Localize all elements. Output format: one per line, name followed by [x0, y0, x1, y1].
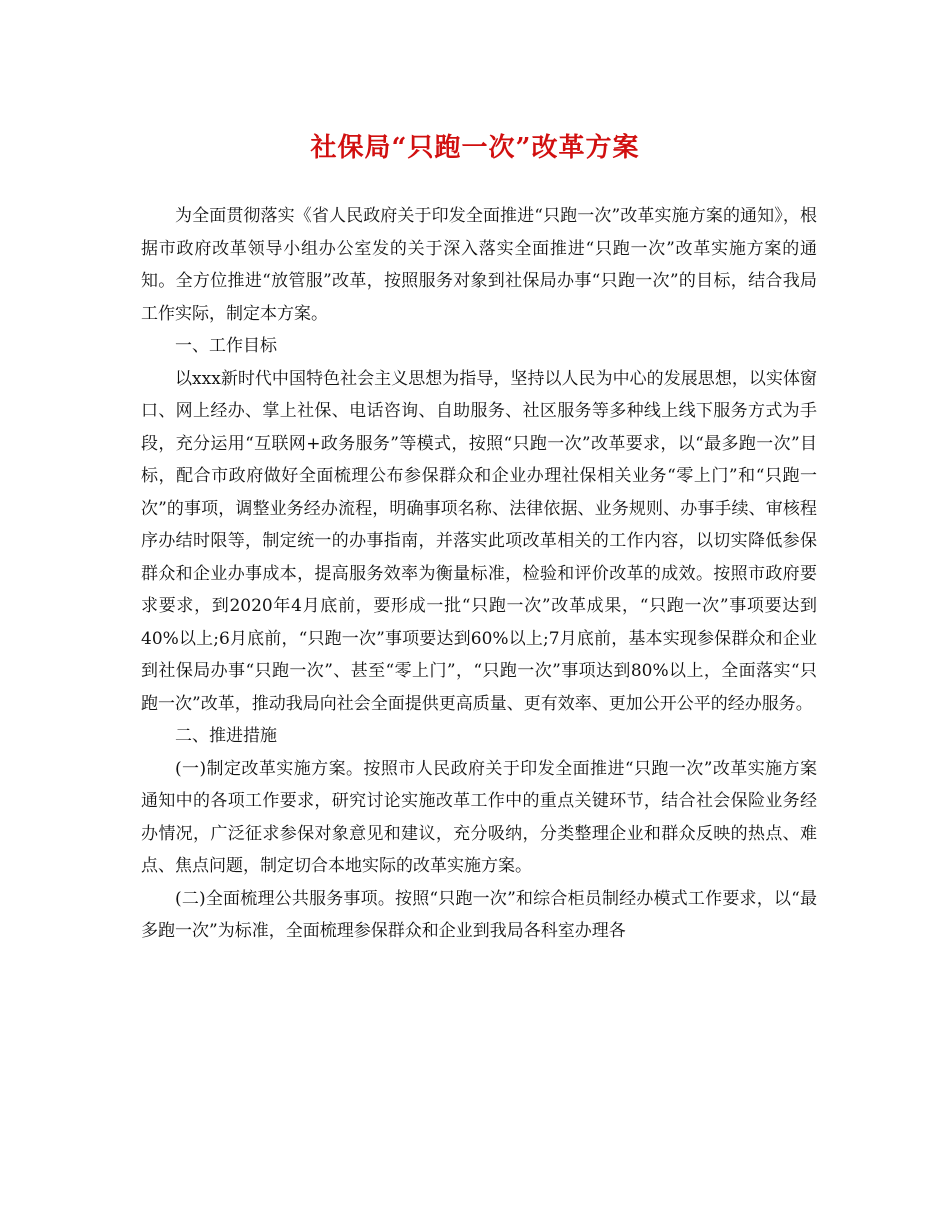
section-heading-measures: 二、推进措施 — [175, 726, 277, 746]
goals-paragraph: 以xxx新时代中国特色社会主义思想为指导，坚持以人民为中心的发展思想，以实体窗口、网上经办、掌上社保、电话咨询、自助服务、社区服务等多种线上线下服务方式为手段，充分运用“互联网+政务服务”等模式，按照“只跑一次”改革要求，以“最多跑一次”目标，配合市政府做好全面梳理公布参保群众和企业办理社保相关业务“零上门”和“只跑一次”的事项，调整业务经办流程，明确事项名称、法律依据、业务规则、办事手续、审核程序办结时限等，制定统一的办事指南，并落实此项改革相关的工作内容，以切实降低参保群众和企业办事成本，提高服务效率为衡量标准，检验和评价改革的成效。按照市政府要求要求，到2020年4月底前，要形成一批“只跑一次”改革成果，“只跑一次”事项要达到40%以上;6月底前，“只跑一次”事项要达到60%以上;7月底前，基本实现参保群众和企业到社保局办事“只跑一次”、甚至“零上门”，“只跑一次”事项达到80%以上，全面落实“只跑一次”改革，推动我局向社会全面提供更高质量、更有效率、更加公开公平的经办服务。 — [141, 368, 817, 714]
intro-paragraph: 为全面贯彻落实《省人民政府关于印发全面推进“只跑一次”改革实施方案的通知》，根据市政府改革领导小组办公室发的关于深入落实全面推进“只跑一次”改革实施方案的通知。全方位推进“放管服”改革，按照服务对象到社保局办事“只跑一次”的目标，结合我局工作实际，制定本方案。 — [141, 206, 817, 324]
section-heading-goals: 一、工作目标 — [175, 336, 277, 356]
measure-2-paragraph: (二)全面梳理公共服务事项。按照“只跑一次”和综合柜员制经办模式工作要求，以“最多跑一次”为标准，全面梳理参保群众和企业到我局各科室办理各 — [141, 888, 817, 941]
measure-1-paragraph: (一)制定改革实施方案。按照市人民政府关于印发全面推进“只跑一次”改革实施方案通知中的各项工作要求，研究讨论实施改革工作中的重点关键环节，结合社会保险业务经办情况，广泛征求参保对象意见和建议，充分吸纳，分类整理企业和群众反映的热点、难点、焦点问题，制定切合本地实际的改革实施方案。 — [141, 758, 817, 876]
document-title: 社保局“只跑一次”改革方案 — [310, 133, 640, 163]
document-body — [141, 200, 817, 948]
